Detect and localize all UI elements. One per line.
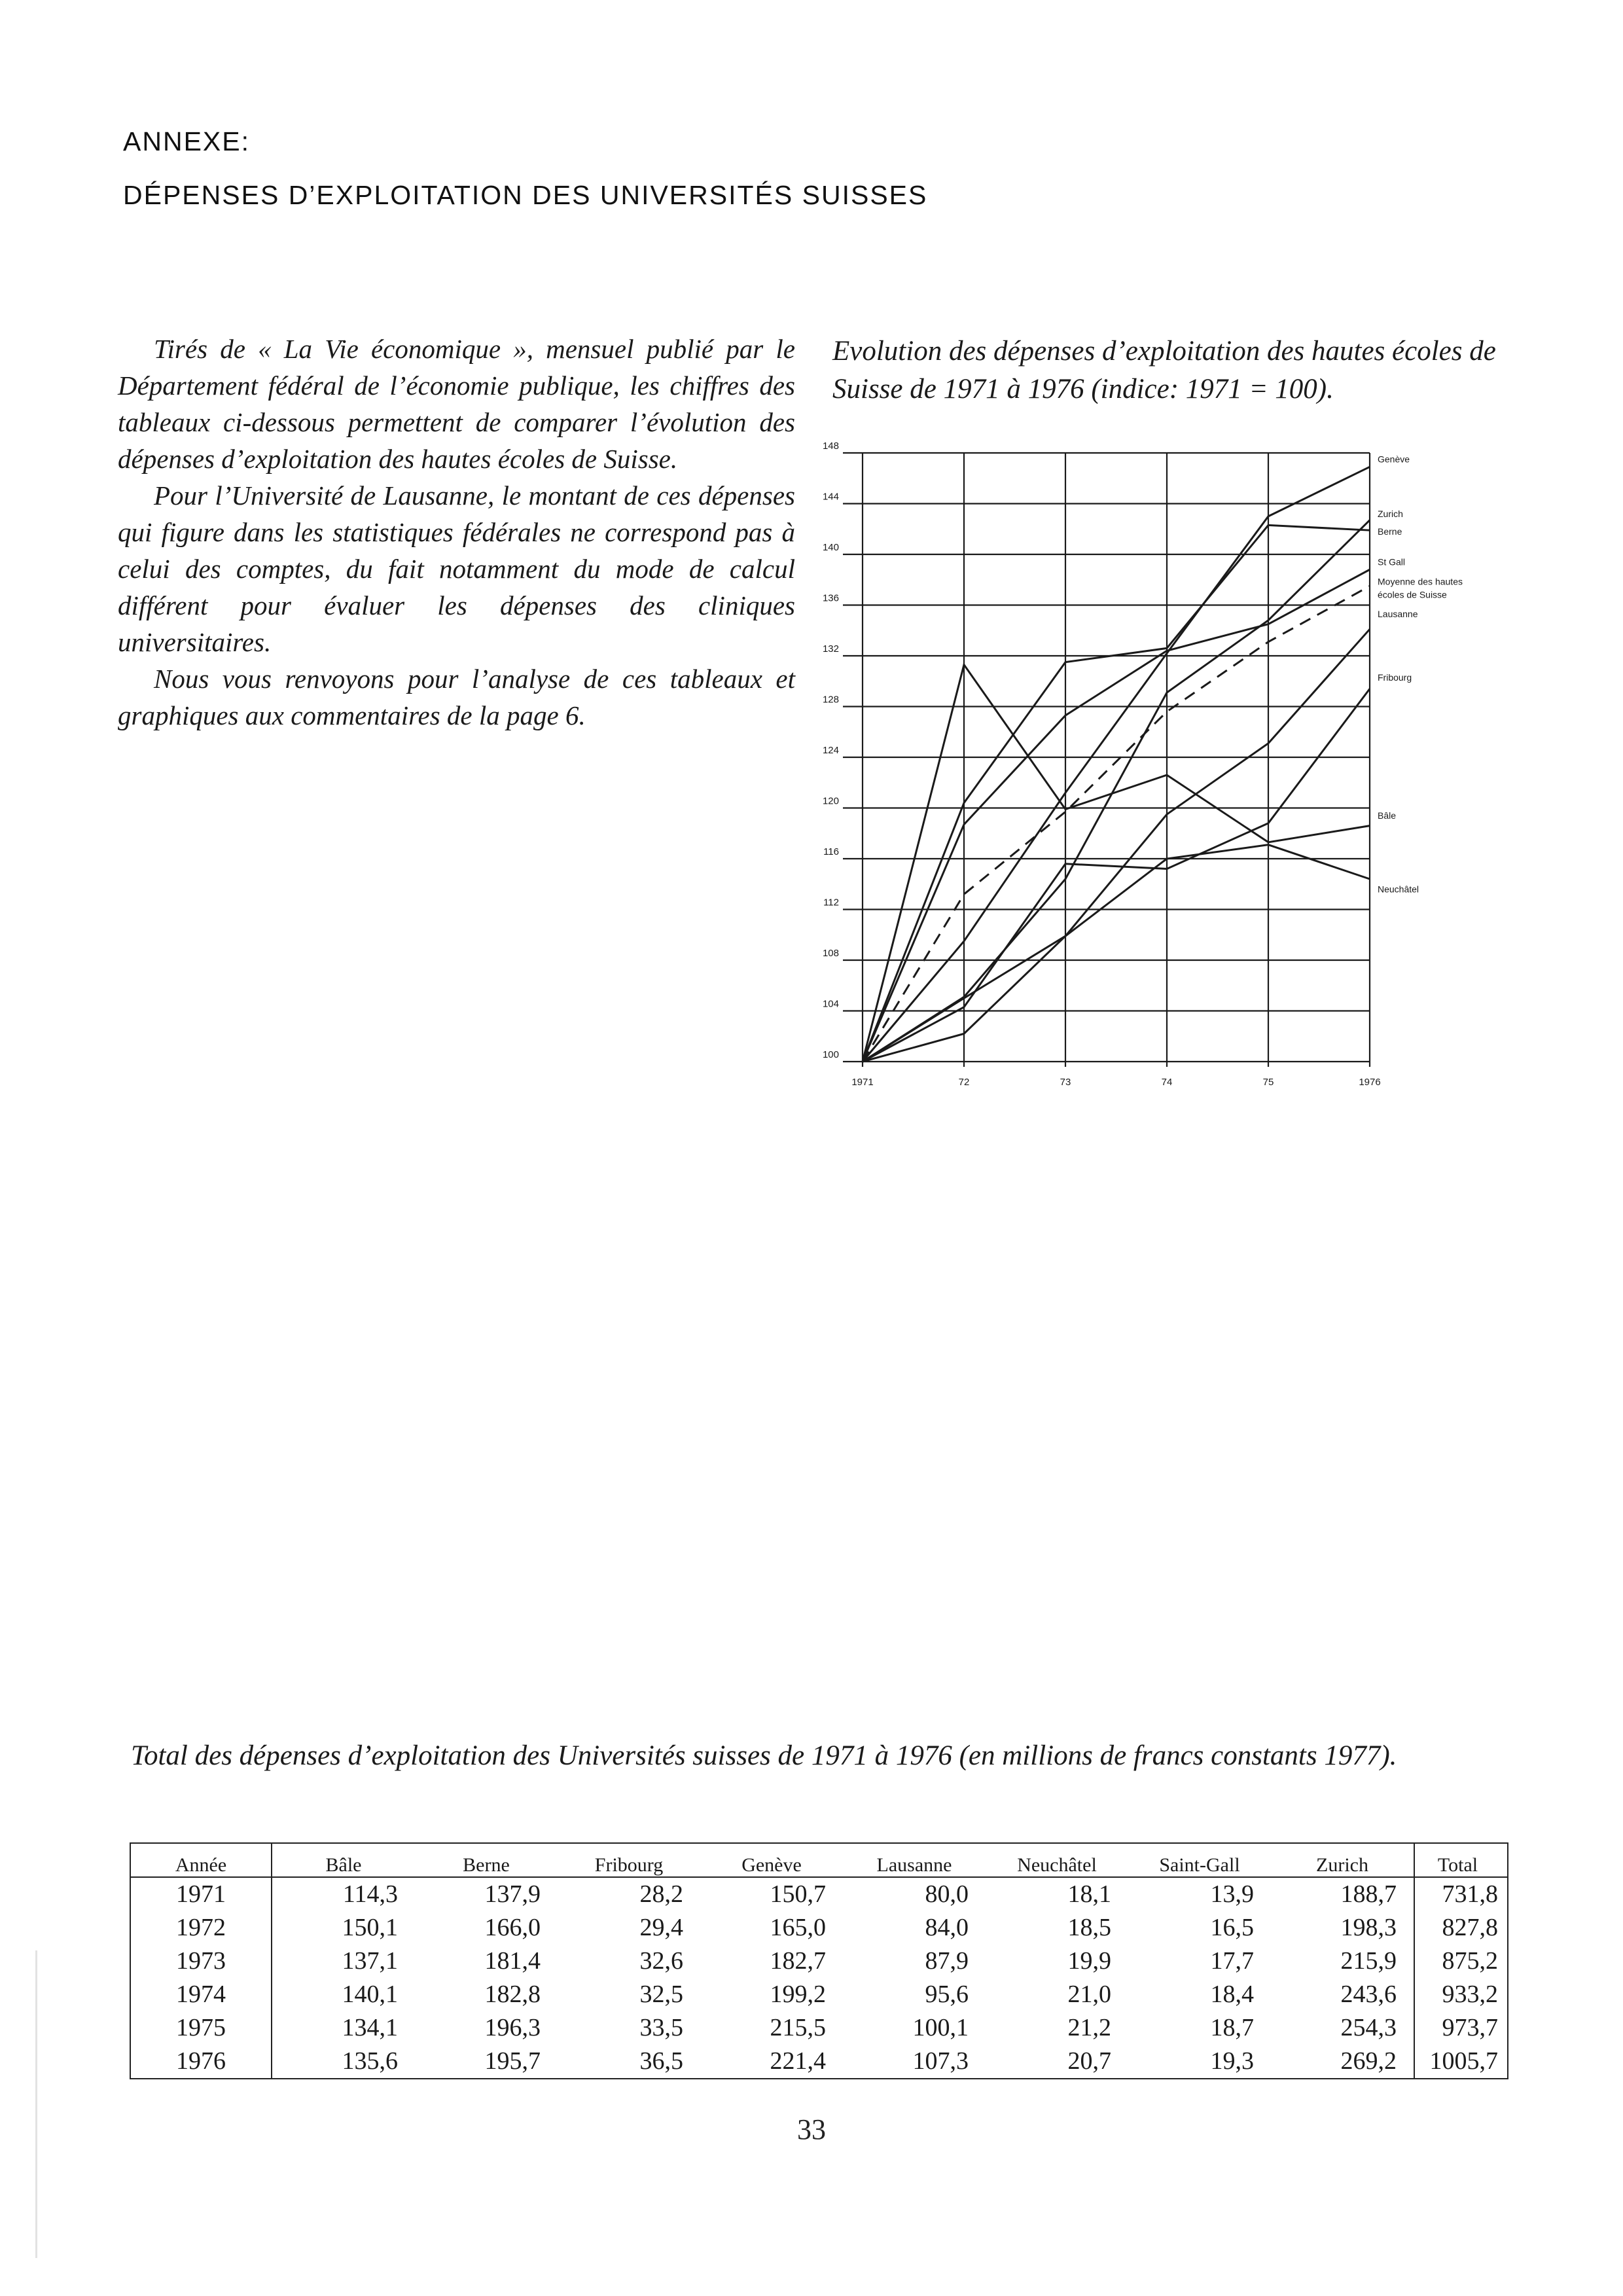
legend-label: Fribourg bbox=[1378, 672, 1412, 683]
table-cell: 21,0 bbox=[1067, 1981, 1111, 2008]
series-line bbox=[863, 569, 1370, 1062]
x-tick-label: 74 bbox=[1161, 1077, 1173, 1088]
series-line bbox=[863, 845, 1370, 1062]
intro-paragraph: Tirés de « La Vie économique », mensuel publié par le Département fédéral de l’économie publique, les chiffres des tableaux ci-dessous permettent de comparer l’évolution des dépenses d’exploitation des hautes écoles de Suisse. bbox=[118, 334, 795, 474]
year-cell: 1975 bbox=[130, 2011, 272, 2045]
y-tick-label: 116 bbox=[823, 846, 839, 857]
y-tick-label: 136 bbox=[822, 592, 839, 604]
x-tick-label: 73 bbox=[1060, 1077, 1071, 1088]
table-caption: Total des dépenses d’exploitation des Universités suisses de 1971 à 1976 (en millions de francs constants 1977). bbox=[131, 1740, 1397, 1771]
column-header: Fribourg bbox=[558, 1843, 700, 1877]
x-tick-label: 75 bbox=[1262, 1077, 1274, 1088]
table-cell: 140,1 bbox=[342, 1981, 398, 2008]
table-cell: 21,2 bbox=[1067, 2014, 1111, 2041]
column-header: Année bbox=[130, 1843, 272, 1877]
table-row bbox=[130, 2045, 1508, 2079]
table-cell: 181,4 bbox=[484, 1947, 541, 1975]
legend-label: St Gall bbox=[1378, 556, 1406, 567]
table-cell: 87,9 bbox=[925, 1947, 969, 1975]
table-cell: 18,7 bbox=[1210, 2014, 1254, 2041]
table-cell: 134,1 bbox=[342, 2014, 398, 2041]
table-row bbox=[130, 1945, 1508, 1978]
column-header: Total bbox=[1414, 1843, 1508, 1877]
x-tick-label: 1976 bbox=[1359, 1077, 1381, 1088]
table-header-row bbox=[130, 1843, 1508, 1877]
table-cell: 36,5 bbox=[639, 2047, 683, 2075]
y-tick-label: 120 bbox=[822, 795, 839, 807]
legend-label: Neuchâtel bbox=[1378, 884, 1419, 895]
series-line bbox=[863, 629, 1370, 1062]
table-cell: 19,3 bbox=[1210, 2047, 1254, 2075]
table-cell: 199,2 bbox=[770, 1981, 826, 2008]
total-cell: 1005,7 bbox=[1429, 2047, 1498, 2075]
chart-caption: Evolution des dépenses d’exploitation des hautes écoles de Suisse de 1971 à 1976 (indice: 1971 = 100). bbox=[832, 336, 1496, 404]
legend-label: Moyenne des hautes bbox=[1378, 576, 1463, 587]
table-cell: 196,3 bbox=[484, 2014, 541, 2041]
annex-label: ANNEXE: bbox=[123, 126, 250, 156]
table-cell: 215,9 bbox=[1271, 1945, 1414, 1978]
year-cell: 1972 bbox=[130, 1911, 272, 1945]
table-cell: 18,5 bbox=[1067, 1914, 1111, 1941]
table-cell: 32,5 bbox=[639, 1981, 683, 2008]
intro-paragraph: Nous vous renvoyons pour l’analyse de ces tableaux et graphiques aux commentaires de la page 6. bbox=[118, 664, 795, 730]
legend-label: Genève bbox=[1378, 454, 1410, 465]
expenses-table bbox=[130, 1842, 1508, 2079]
total-cell: 827,8 bbox=[1442, 1914, 1498, 1941]
table-cell: 84,0 bbox=[925, 1914, 969, 1941]
table-cell: 107,3 bbox=[912, 2047, 969, 2075]
y-tick-label: 140 bbox=[822, 542, 839, 553]
table-cell: 137,1 bbox=[342, 1947, 398, 1975]
table-cell: 114,3 bbox=[342, 1880, 398, 1908]
total-cell: 731,8 bbox=[1442, 1880, 1498, 1908]
column-header: Berne bbox=[415, 1843, 558, 1877]
table-cell: 166,0 bbox=[484, 1914, 541, 1941]
table-row bbox=[130, 1877, 1508, 1911]
scan-edge-line bbox=[35, 1950, 37, 2258]
table-cell: 188,7 bbox=[1271, 1877, 1414, 1911]
y-tick-label: 100 bbox=[822, 1049, 839, 1060]
y-tick-label: 128 bbox=[822, 694, 839, 706]
year-cell: 1973 bbox=[130, 1945, 272, 1978]
page-number: 33 bbox=[797, 2113, 826, 2145]
total-cell: 875,2 bbox=[1442, 1947, 1498, 1975]
y-tick-label: 132 bbox=[822, 643, 839, 655]
x-tick-label: 1971 bbox=[851, 1077, 874, 1088]
y-tick-label: 104 bbox=[822, 998, 839, 1010]
table-cell: 28,2 bbox=[639, 1880, 683, 1908]
table-cell: 135,6 bbox=[342, 2047, 398, 2075]
column-header: Neuchâtel bbox=[986, 1843, 1128, 1877]
legend-label: Berne bbox=[1378, 526, 1402, 537]
index-line-chart bbox=[0, 0, 1623, 1113]
legend-label: Zurich bbox=[1378, 509, 1403, 519]
y-tick-label: 112 bbox=[823, 897, 839, 908]
table-cell: 100,1 bbox=[912, 2014, 969, 2041]
total-cell: 933,2 bbox=[1442, 1981, 1498, 2008]
table-cell: 150,7 bbox=[770, 1880, 826, 1908]
table-cell: 254,3 bbox=[1271, 2011, 1414, 2045]
year-cell: 1971 bbox=[130, 1877, 272, 1911]
table-cell: 18,4 bbox=[1210, 1981, 1254, 2008]
table-cell: 95,6 bbox=[925, 1981, 969, 2008]
table-cell: 243,6 bbox=[1271, 1978, 1414, 2011]
intro-paragraph: Pour l’Université de Lausanne, le montant de ces dépenses qui figure dans les statistiques fédérales ne correspond pas à celui des comptes, du fait notamment du mode de calcul différent pour évaluer les dépenses des cliniques universitaires. bbox=[118, 480, 795, 657]
table-cell: 19,9 bbox=[1067, 1947, 1111, 1975]
legend-label: Lausanne bbox=[1378, 609, 1418, 620]
total-cell: 973,7 bbox=[1442, 2014, 1498, 2041]
table-cell: 33,5 bbox=[639, 2014, 683, 2041]
table-cell: 269,2 bbox=[1271, 2045, 1414, 2079]
table-cell: 17,7 bbox=[1210, 1947, 1254, 1975]
column-header: Zurich bbox=[1271, 1843, 1414, 1877]
x-tick-label: 72 bbox=[958, 1077, 970, 1088]
legend-label: Bâle bbox=[1378, 810, 1397, 821]
table-cell: 29,4 bbox=[639, 1914, 683, 1941]
column-header: Saint-Gall bbox=[1128, 1843, 1271, 1877]
table-cell: 18,1 bbox=[1067, 1880, 1111, 1908]
table-cell: 215,5 bbox=[770, 2014, 826, 2041]
table-cell: 165,0 bbox=[770, 1914, 826, 1941]
y-tick-label: 148 bbox=[822, 440, 839, 452]
series-line bbox=[863, 586, 1370, 1062]
table-row bbox=[130, 1911, 1508, 1945]
year-cell: 1976 bbox=[130, 2045, 272, 2079]
table-cell: 137,9 bbox=[484, 1880, 541, 1908]
year-cell: 1974 bbox=[130, 1978, 272, 2011]
table-cell: 150,1 bbox=[342, 1914, 398, 1941]
column-header: Genève bbox=[700, 1843, 843, 1877]
table-cell: 221,4 bbox=[770, 2047, 826, 2075]
table-cell: 80,0 bbox=[925, 1880, 969, 1908]
table-cell: 16,5 bbox=[1210, 1914, 1254, 1941]
table-cell: 20,7 bbox=[1067, 2047, 1111, 2075]
table-cell: 182,7 bbox=[770, 1947, 826, 1975]
table-cell: 13,9 bbox=[1210, 1880, 1254, 1908]
page-title: DÉPENSES D’EXPLOITATION DES UNIVERSITÉS SUISSES bbox=[123, 180, 928, 210]
table-cell: 32,6 bbox=[639, 1947, 683, 1975]
column-header: Bâle bbox=[272, 1843, 415, 1877]
legend-label: écoles de Suisse bbox=[1378, 589, 1447, 600]
table-cell: 182,8 bbox=[484, 1981, 541, 2008]
y-tick-label: 124 bbox=[822, 745, 839, 756]
table-cell: 195,7 bbox=[484, 2047, 541, 2075]
table-row bbox=[130, 1978, 1508, 2011]
column-header: Lausanne bbox=[843, 1843, 986, 1877]
y-tick-label: 144 bbox=[822, 491, 839, 503]
table-row bbox=[130, 2011, 1508, 2045]
y-tick-label: 108 bbox=[822, 948, 839, 959]
table-cell: 198,3 bbox=[1271, 1911, 1414, 1945]
